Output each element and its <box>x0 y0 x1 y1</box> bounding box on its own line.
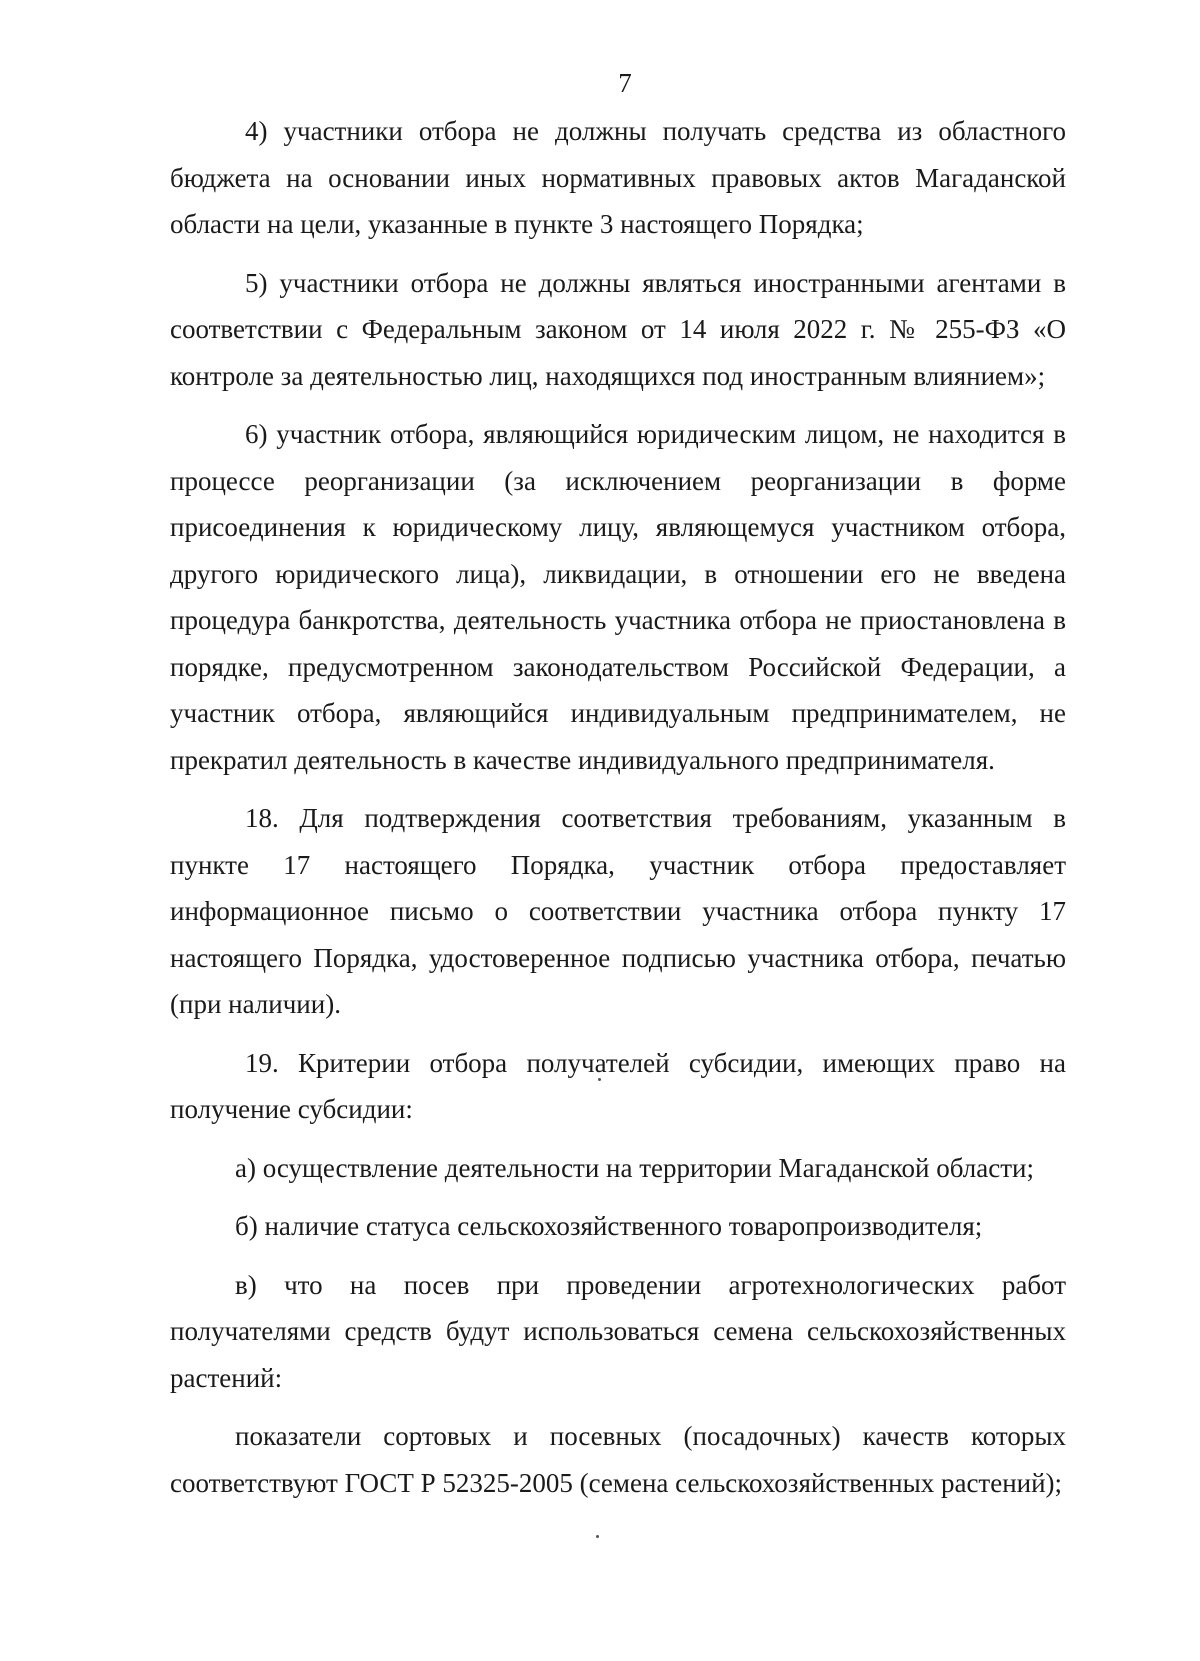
paragraph-item-5: 5) участники отбора не должны являться иностранными агентами в соответствии с Федеральным законом от 14 июля 2022 г. № 255-ФЗ «О контроле за деятельностью лиц, находящихся под иностранным влиянием»; <box>170 267 1066 391</box>
paragraph-criterion-a: а) осуществление деятельности на территории Магаданской области; <box>235 1152 1034 1183</box>
paragraph-clause-18: 18. Для подтверждения соответствия требованиям, указанным в пункте 17 настоящего Порядка, участник отбора предоставляет информационное письмо о соответствии участника отбора пункту 17 настоящего Порядка, удостоверенное подписью участника отбора, печатью (при наличии). <box>170 803 1066 1019</box>
page-number: 7 <box>618 68 632 98</box>
paragraph-criterion-v: в) что на посев при проведении агротехнологических работ получателями средств будут использоваться семена сельскохозяйственных растений: <box>170 1269 1066 1393</box>
scan-speck <box>598 1078 601 1081</box>
document-body <box>170 108 1066 1518</box>
paragraph-clause-19: 19. Критерии отбора получателей субсидии, имеющих право на получение субсидии: <box>170 1047 1066 1124</box>
paragraph-seed-quality: показатели сортовых и посевных (посадочных) качеств которых соответствуют ГОСТ Р 52325-2005 (семена сельскохозяйственных растений); <box>170 1421 1066 1498</box>
paragraph-item-4: 4) участники отбора не должны получать средства из областного бюджета на основании иных нормативных правовых актов Магаданской области на цели, указанные в пункте 3 настоящего Порядка; <box>170 116 1066 239</box>
scan-speck <box>596 1535 599 1538</box>
paragraph-item-6: 6) участник отбора, являющийся юридическим лицом, не находится в процессе реорганизации (за исключением реорганизации в форме присоединения к юридическому лицу, являющемуся участником отбора, другого юридического лица), ликвидации, в отношении его не введена процедура банкротства, деятельность участника отбора не приостановлена в порядке, предусмотренном законодательством Российской Федерации, а участник отбора, являющийся индивидуальным предпринимателем, не прекратил деятельность в качестве индивидуального предпринимателя. <box>170 419 1066 775</box>
paragraph-criterion-b: б) наличие статуса сельскохозяйственного товаропроизводителя; <box>235 1211 983 1241</box>
